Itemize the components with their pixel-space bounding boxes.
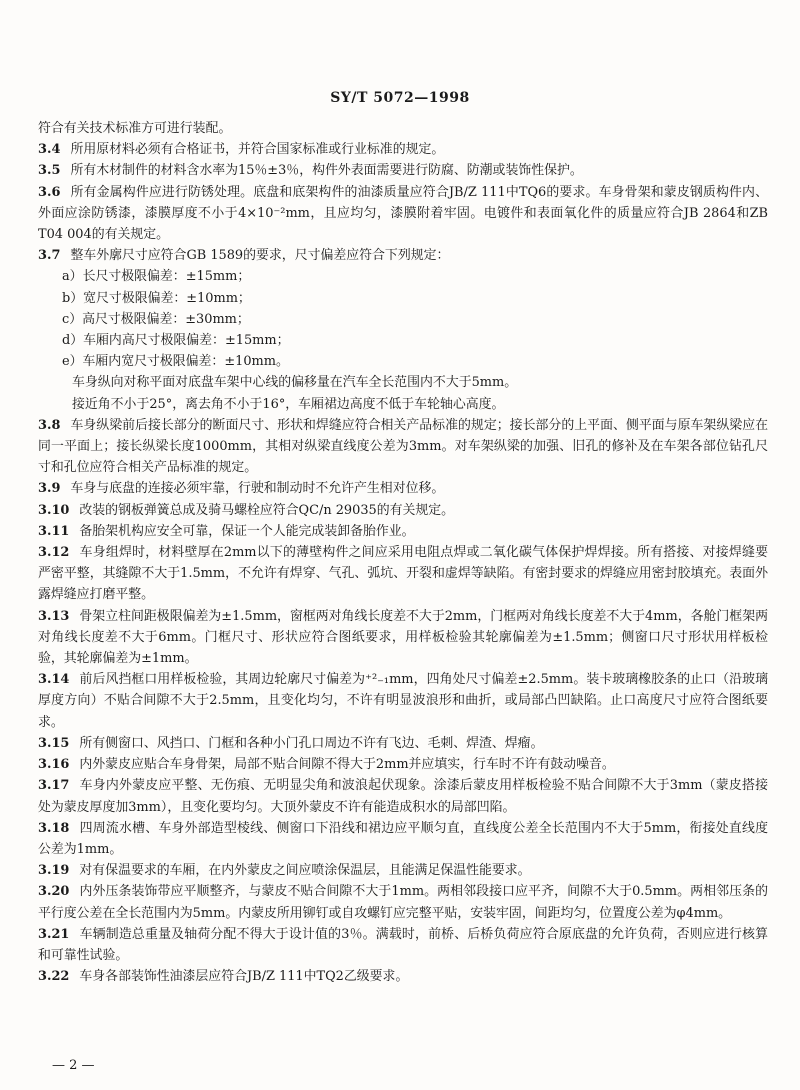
clause-number: 3.15 <box>38 735 70 751</box>
clause-text: 所用原材料必须有合格证书，并符合国家标准或行业标准的规定。 <box>70 142 445 158</box>
clause-text: 骨架立柱间距极限偏差为±1.5mm，窗框两对角线长度差不大于2mm，门框两对角线长度差不大于4mm，各舱门框架两对角线长度差不大于6mm。门框尺寸、形状应符合图纸要求，用样板检验其轮廓偏差为±1.5mm；侧窗口尺寸形状用样板检验，其轮廓偏差为±1mm。 <box>38 608 768 667</box>
clause-paragraph <box>38 966 768 987</box>
clause-text: c）高尺寸极限偏差：±30mm； <box>62 311 250 327</box>
clause-text: 车身与底盘的连接必须牢靠，行驶和制动时不允许产生相对位移。 <box>70 481 445 497</box>
clause-paragraph <box>38 394 768 415</box>
clause-text: b）宽尺寸极限偏差：±10mm； <box>62 290 251 306</box>
clause-paragraph <box>38 775 768 817</box>
clause-text: 对有保温要求的车厢，在内外蒙皮之间应喷涂保温层，且能满足保温性能要求。 <box>79 863 531 879</box>
clause-number: 3.14 <box>38 672 70 688</box>
clause-number: 3.13 <box>38 608 70 624</box>
clause-number: 3.19 <box>38 863 70 879</box>
clause-paragraph <box>38 351 768 372</box>
clause-number: 3.11 <box>38 523 70 539</box>
clause-number: 3.18 <box>38 820 70 836</box>
clause-text: 车身纵梁前后接长部分的断面尺寸、形状和焊缝应符合相关产品标准的规定；接长部分的上平面、侧平面与原车架纵梁应在同一平面上；接长纵梁长度1000mm，其相对纵梁直线度公差为3mm。对车架纵梁的加强、旧孔的修补及在车架各部位钻孔尺寸和孔位应符合相关产品标准的规定。 <box>38 417 768 476</box>
clause-number: 3.16 <box>38 757 70 773</box>
clause-paragraph <box>38 139 768 160</box>
clause-paragraph <box>38 118 768 139</box>
clause-paragraph <box>38 669 768 733</box>
clause-number: 3.22 <box>38 969 70 985</box>
clause-paragraph <box>38 182 768 246</box>
page-number: — 2 — <box>52 1058 95 1073</box>
clause-paragraph <box>38 606 768 670</box>
clause-number: 3.6 <box>38 184 61 200</box>
clause-paragraph <box>38 924 768 966</box>
clause-paragraph <box>38 266 768 287</box>
clause-paragraph <box>38 309 768 330</box>
clause-text: 内外蒙皮应贴合车身骨架，局部不贴合间隙不得大于2mm并应填实，行车时不许有鼓动噪音。 <box>79 757 615 773</box>
clause-text: 所有侧窗口、风挡口、门框和各种小门孔口周边不许有飞边、毛刺、焊渣、焊瘤。 <box>79 735 544 751</box>
clause-number: 3.12 <box>38 545 70 561</box>
clause-text: 车辆制造总重量及轴荷分配不得大于设计值的3％。满载时，前桥、后桥负荷应符合原底盘的允许负荷，否则应进行核算和可靠性试验。 <box>38 926 768 963</box>
clause-number: 3.21 <box>38 926 70 942</box>
clause-number: 3.9 <box>38 481 61 497</box>
clause-number: 3.8 <box>38 417 61 433</box>
clause-text: a）长尺寸极限偏差：±15mm； <box>62 269 251 285</box>
clause-text: 改装的钢板弹簧总成及骑马螺栓应符合QC/n 29035的有关规定。 <box>79 502 455 518</box>
clause-paragraph <box>38 881 768 923</box>
clause-paragraph <box>38 478 768 499</box>
clause-text: 备胎架机构应安全可靠，保证一个人能完成装卸备胎作业。 <box>79 523 415 539</box>
clause-paragraph <box>38 330 768 351</box>
clause-paragraph <box>38 288 768 309</box>
clause-paragraph <box>38 542 768 606</box>
clause-text: 前后风挡框口用样板检验，其周边轮廓尺寸偏差为⁺²₋₁mm，四角处尺寸偏差±2.5mm。装卡玻璃橡胶条的止口（沿玻璃厚度方向）不贴合间隙不大于2.5mm，且变化均匀，不许有明显波浪形和曲折，或局部凸凹缺陷。止口高度尺寸应符合图纸要求。 <box>38 672 768 730</box>
clause-text: 内外压条装饰带应平顺整齐，与蒙皮不贴合间隙不大于1mm。两相邻段接口应平齐，间隙不大于0.5mm。两相邻压条的平行度公差在全长范围内为5mm。内蒙皮所用铆钉或自攻螺钉应完整平贴，安装牢固，间距均匀，位置度公差为φ4mm。 <box>38 884 768 921</box>
clause-text: 整车外廓尺寸应符合GB 1589的要求，尺寸偏差应符合下列规定： <box>70 248 450 264</box>
clause-paragraph <box>38 818 768 860</box>
clause-number: 3.10 <box>38 502 70 518</box>
clause-paragraph <box>38 860 768 881</box>
clause-text: 接近角不小于25°，离去角不小于16°，车厢裙边高度不低于车轮轴心高度。 <box>72 396 505 412</box>
clause-paragraph <box>38 521 768 542</box>
clause-text: d）车厢内高尺寸极限偏差：±15mm； <box>62 333 290 349</box>
clause-paragraph <box>38 160 768 181</box>
clause-text: 车身纵向对称平面对底盘车架中心线的偏移量在汽车全长范围内不大于5mm。 <box>72 375 518 391</box>
clause-paragraph <box>38 245 768 266</box>
clause-paragraph <box>38 415 768 479</box>
standard-code-header: SY/T 5072—1998 <box>330 90 470 106</box>
clause-text: 所有金属构件应进行防锈处理。底盘和底架构件的油漆质量应符合JB/Z 111中TQ6的要求。车身骨架和蒙皮钢质构件内、外面应涂防锈漆，漆膜厚度不小于4×10⁻²mm，且应均匀，漆膜附着牢固。电镀件和表面氧化件的质量应符合JB 2864和ZB T04 004的有关规定。 <box>38 184 768 243</box>
clause-text: 车身组焊时，材料壁厚在2mm以下的薄壁构件之间应采用电阻点焊或二氧化碳气体保护焊焊接。所有搭接、对接焊缝要严密平整，其缝隙不大于1.5mm，不允许有焊穿、气孔、弧坑、开裂和虚焊等缺陷。有密封要求的焊缝应用密封胶填充。表面外露焊缝应打磨平整。 <box>38 545 768 603</box>
clause-number: 3.7 <box>38 248 61 264</box>
clause-paragraph <box>38 754 768 775</box>
clause-text: e）车厢内宽尺寸极限偏差：±10mm。 <box>62 354 289 370</box>
clause-paragraph <box>38 733 768 754</box>
clause-text: 所有木材制件的材料含水率为15％±3％，构件外表面需要进行防腐、防潮或装饰性保护。 <box>70 163 583 179</box>
clause-number: 3.5 <box>38 163 61 179</box>
clause-number: 3.17 <box>38 778 70 794</box>
clause-number: 3.4 <box>38 142 61 158</box>
clause-text: 四周流水槽、车身外部造型棱线、侧窗口下沿线和裙边应平顺匀直，直线度公差全长范围内不大于5mm，衔接处直线度公差为1mm。 <box>38 820 768 857</box>
clause-text: 车身内外蒙皮应平整、无伤痕、无明显尖角和波浪起伏现象。涂漆后蒙皮用样板检验不贴合间隙不大于3mm（蒙皮搭接处为蒙皮厚度加3mm），且变化要均匀。大顶外蒙皮不许有能造成积水的局部凹陷。 <box>38 778 768 815</box>
clause-text: 符合有关技术标准方可进行装配。 <box>38 121 232 136</box>
clause-paragraph <box>38 372 768 393</box>
document-body <box>38 118 768 987</box>
clause-text: 车身各部装饰性油漆层应符合JB/Z 111中TQ2乙级要求。 <box>79 969 409 985</box>
clause-number: 3.20 <box>38 884 70 900</box>
clause-paragraph <box>38 500 768 521</box>
